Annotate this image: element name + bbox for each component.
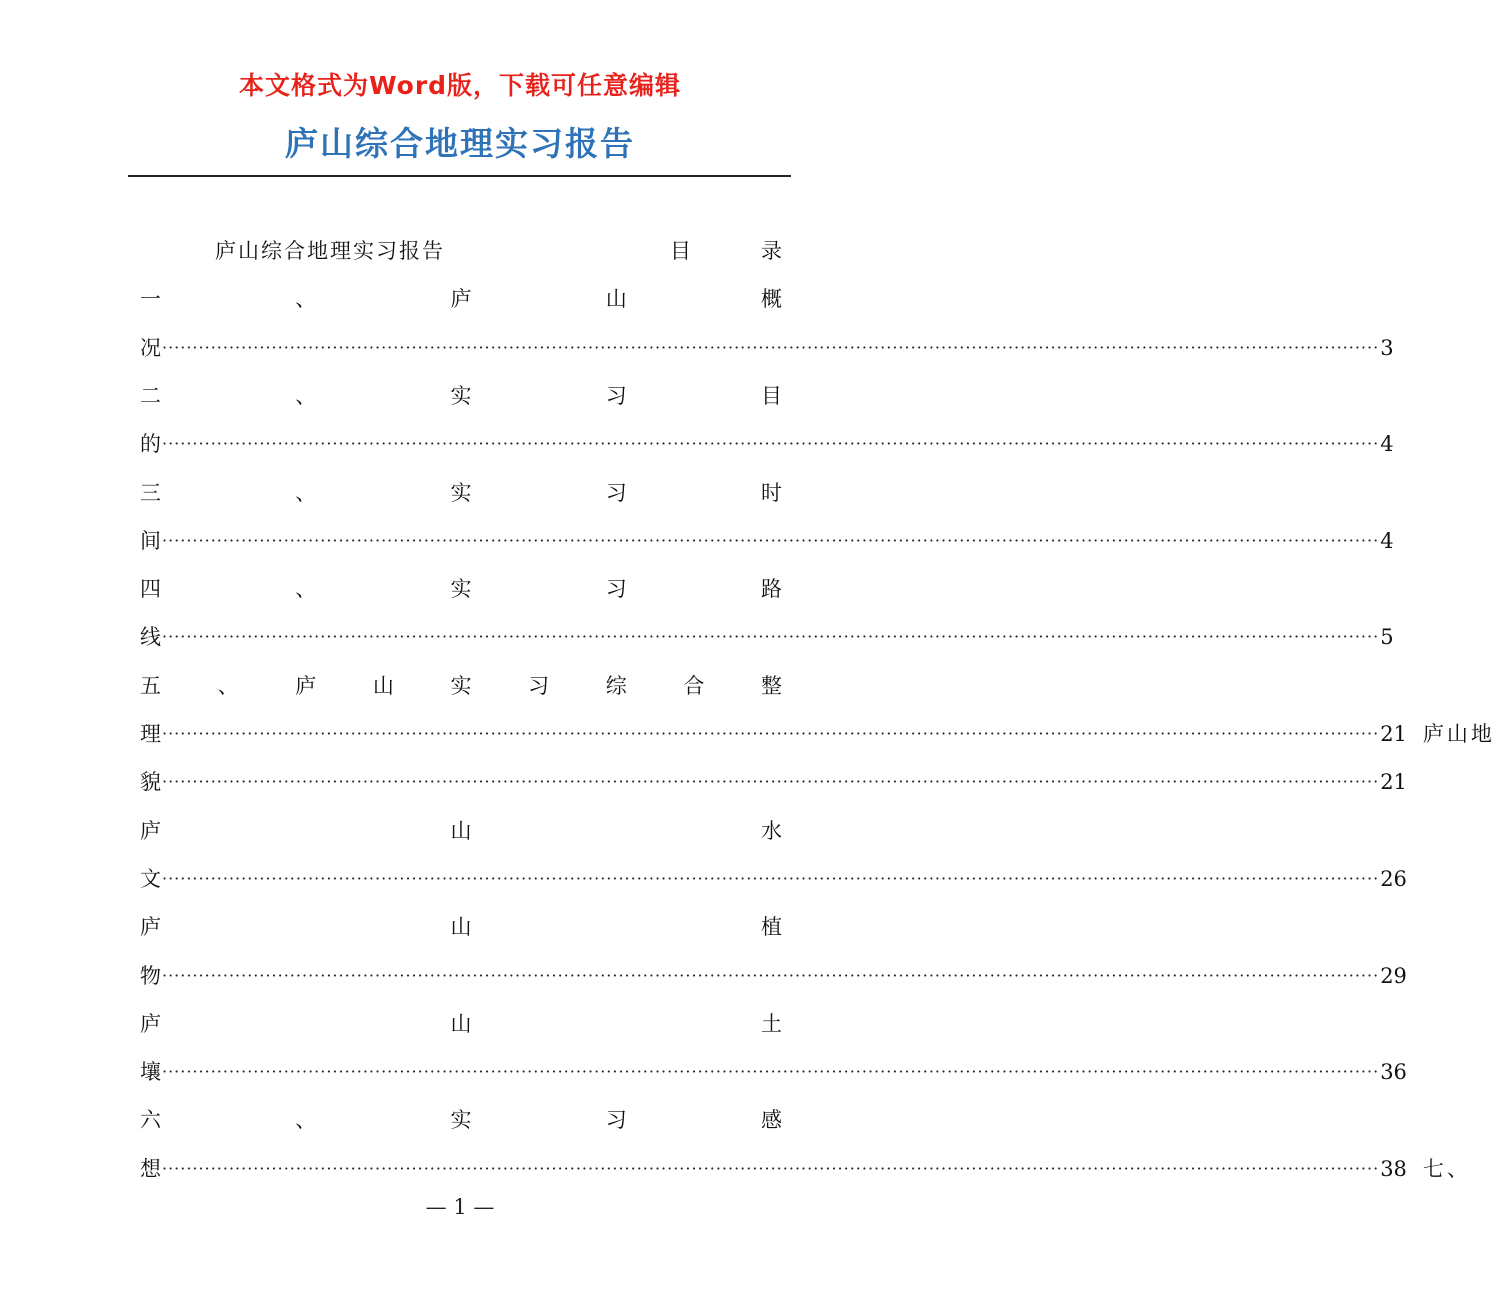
toc-entry-tail: 文 <box>140 866 161 891</box>
toc-entry-tail: 线 <box>140 625 161 650</box>
toc-char: 实 <box>450 673 472 698</box>
toc-heading-line <box>140 236 782 266</box>
toc-page-number: 38 <box>1380 1156 1407 1181</box>
toc-char: 山 <box>450 818 472 843</box>
toc-char: 习 <box>528 673 550 698</box>
toc-char: 庐 <box>140 1011 161 1036</box>
toc-char: 二 <box>140 383 161 408</box>
toc-entry-tail: 物 <box>140 963 161 988</box>
dot-leader: ········································································································································································································ <box>162 434 1380 454</box>
toc-entry-leader-line[interactable] <box>140 622 1394 652</box>
toc-char: 一 <box>140 287 161 312</box>
dot-leader: ········································································································································································································ <box>162 1062 1380 1082</box>
dot-leader: ········································································································································································································ <box>162 1158 1380 1178</box>
toc-entry-leader-line[interactable] <box>140 767 1407 797</box>
toc-entry-title-line <box>140 478 782 508</box>
dot-leader: ········································································································································································································ <box>162 724 1380 743</box>
toc-page-number: 4 <box>1380 528 1394 553</box>
toc-char: 植 <box>761 915 782 940</box>
title-divider <box>128 175 791 177</box>
toc-char: 山 <box>605 287 627 312</box>
toc-entry-tail: 况 <box>140 335 161 360</box>
toc-entry-leader-line[interactable] <box>140 864 1407 894</box>
toc-char: 概 <box>761 287 782 312</box>
document-title: 庐山综合地理实习报告 <box>285 124 635 163</box>
toc-entry-title-line <box>140 574 782 604</box>
toc-char: 五 <box>140 673 161 698</box>
toc-page-number: 4 <box>1380 432 1394 457</box>
toc-char: 整 <box>761 673 782 698</box>
toc-entry-leader-line[interactable] <box>140 1057 1407 1087</box>
toc-char: 、 <box>295 383 317 408</box>
toc-char: 感 <box>761 1108 782 1133</box>
dot-leader: ········································································································································································································ <box>162 530 1380 550</box>
toc-char: 、 <box>217 673 239 698</box>
toc-entry-title-line <box>140 1105 782 1135</box>
toc-entry-title-line <box>140 284 782 314</box>
toc-char: 庐 <box>295 673 317 698</box>
toc-char: 、 <box>295 287 317 312</box>
toc-entry-title-line <box>140 912 782 942</box>
toc-heading-mu: 目 <box>670 239 691 263</box>
toc-char: 习 <box>605 1108 627 1133</box>
toc-page-number: 36 <box>1380 1060 1407 1085</box>
toc-entry-leader-line[interactable] <box>140 719 1495 749</box>
toc-char: 水 <box>761 818 782 843</box>
toc-entry-title-line <box>140 671 782 701</box>
toc-char: 六 <box>140 1108 161 1133</box>
toc-char: 习 <box>605 383 627 408</box>
toc-entry-leader-line[interactable] <box>140 961 1407 991</box>
toc-entry-leader-line[interactable] <box>140 333 1394 363</box>
toc-entry-leader-line[interactable] <box>140 429 1394 459</box>
toc-entry-leader-line[interactable] <box>140 526 1394 556</box>
toc-char: 路 <box>761 577 782 602</box>
toc-page-number: 3 <box>1380 335 1394 360</box>
toc-entry-tail: 理 <box>140 722 161 746</box>
toc-char: 、 <box>295 480 317 505</box>
toc-char: 习 <box>605 480 627 505</box>
toc-char: 山 <box>372 673 394 698</box>
toc-char: 三 <box>140 480 161 505</box>
toc-char: 时 <box>761 480 782 505</box>
toc-char: 、 <box>295 577 317 602</box>
toc-char: 实 <box>450 1108 472 1133</box>
toc-page-number: 5 <box>1380 625 1394 650</box>
toc-char: 实 <box>450 383 472 408</box>
dot-leader: ········································································································································································································ <box>162 772 1380 792</box>
toc-entry-title-line <box>140 1009 782 1039</box>
toc-char: 目 <box>761 383 782 408</box>
page-number: — 1 — <box>425 1195 495 1219</box>
dot-leader: ········································································································································································································ <box>162 337 1380 357</box>
toc-char: 山 <box>450 1011 472 1036</box>
toc-char: 庐 <box>140 915 161 940</box>
dot-leader: ········································································································································································································ <box>162 627 1380 647</box>
toc-char: 山 <box>450 915 472 940</box>
toc-entry-tail: 貌 <box>140 770 161 795</box>
toc-next-entry-start: 七、 <box>1422 1156 1471 1181</box>
toc-entry-tail: 间 <box>140 528 161 553</box>
toc-page-number: 21 <box>1380 770 1407 795</box>
toc-page-number: 29 <box>1380 963 1407 988</box>
toc-char: 习 <box>605 577 627 602</box>
toc-char: 土 <box>761 1011 782 1036</box>
toc-entry-tail: 想 <box>140 1156 161 1181</box>
dot-leader: ········································································································································································································ <box>162 868 1380 888</box>
toc-entry-tail: 壤 <box>140 1060 161 1085</box>
toc-page-number: 26 <box>1380 866 1407 891</box>
toc-heading-title: 庐山综合地理实习报告 <box>215 239 445 263</box>
toc-heading-lu: 录 <box>761 239 782 263</box>
toc-char: 庐 <box>140 818 161 843</box>
toc-char: 合 <box>683 673 705 698</box>
toc-char: 实 <box>450 577 472 602</box>
toc-char: 综 <box>605 673 627 698</box>
toc-char: 庐 <box>450 287 472 312</box>
toc-entry-leader-line[interactable] <box>140 1154 1471 1184</box>
toc-char: 、 <box>295 1108 317 1133</box>
dot-leader: ········································································································································································································ <box>162 965 1380 985</box>
toc-entry-tail: 的 <box>140 432 161 457</box>
toc-entry-title-line <box>140 381 782 411</box>
toc-entry-title-line <box>140 816 782 846</box>
toc-next-entry-start: 庐山地 <box>1422 722 1495 746</box>
toc-page-number: 21 <box>1380 722 1407 746</box>
toc-char: 四 <box>140 577 161 602</box>
format-notice: 本文格式为Word版，下载可任意编辑 <box>238 71 682 100</box>
toc-char: 实 <box>450 480 472 505</box>
